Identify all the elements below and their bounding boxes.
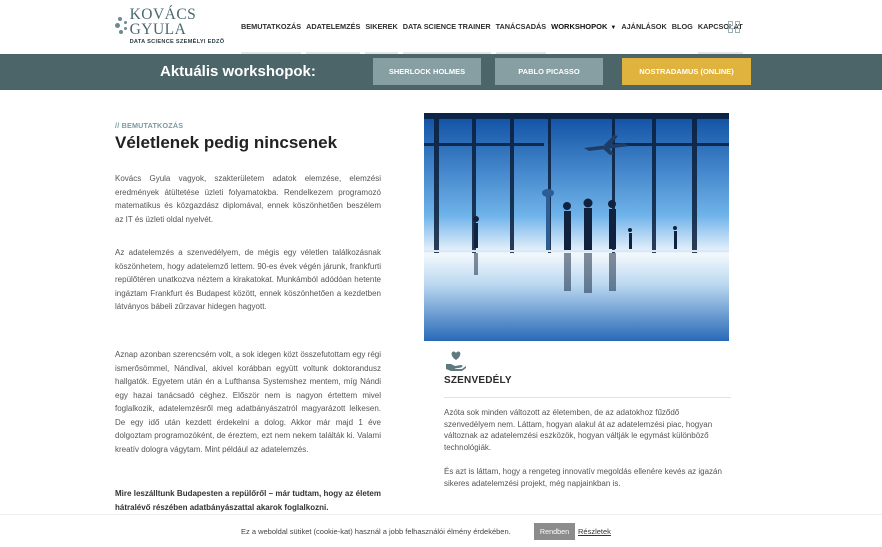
card-paragraph: És azt is láttam, hogy a rengeteg innovatív megoldás ellenére kevés az igazán sikeres adatelemzési projekt, még napjainkban is.	[444, 467, 722, 488]
nav-item-adatelemzes[interactable]: ADATELEMZÉS	[306, 22, 360, 54]
workshop-bar-title: Aktuális workshopok:	[160, 63, 316, 80]
nav-item-workshopok[interactable]: WORKSHOPOK ▼	[551, 22, 617, 31]
article-paragraph: Kovács Gyula vagyok, szakterületem adatok elemzése, elemzési eredmények átültetése üzleti folyamatokba. Rendelkezem programozó matematikus és közgazdász diplomával, ennek köszönhetően beszélem az IT és üzleti oldal nyelvét.	[115, 174, 381, 224]
nav-item-sikerek[interactable]: SIKEREK	[365, 22, 397, 54]
cookie-details-link[interactable]: Részletek	[578, 527, 611, 536]
nav-item-bemutatkozas[interactable]: BEMUTATKOZÁS	[241, 22, 301, 54]
section-kicker: // BEMUTATKOZÁS	[115, 121, 184, 130]
main-nav	[241, 22, 748, 54]
nav-item-ajanlasok[interactable]: AJÁNLÁSOK	[621, 22, 667, 31]
workshop-button-pablo-picasso[interactable]: PABLO PICASSO	[495, 58, 603, 85]
site-logo[interactable]	[115, 5, 230, 45]
nav-item-kapcsolat[interactable]: KAPCSOLAT	[698, 22, 743, 54]
logo-dots-icon	[115, 15, 128, 37]
logo-name: KOVÁCS GYULA	[129, 5, 197, 39]
article-paragraph: Az adatelemzés a szenvedélyem, de mégis egy véletlen találkozásnak köszönhetem, hogy adatelemző lettem. 90-es évek végén járunk, frankfurti repülőtéren unatkozva néztem a kirakatokat. Munkámból adódóan hetente ingáztam Frankfurt és Budapest között, ennek köszönhetően a kezdetben látványos bábeli zűrzavar hidegen hagyott.	[115, 248, 381, 311]
cookie-accept-button[interactable]: Rendben	[534, 523, 575, 540]
workshop-bar	[0, 54, 882, 90]
grid-icon[interactable]	[728, 21, 740, 33]
nav-item-tanacsadas[interactable]: TANÁCSADÁS	[496, 22, 547, 54]
card-title: SZENVEDÉLY	[444, 375, 512, 386]
workshop-button-nostradamus[interactable]: NOSTRADAMUS (ONLINE)	[622, 58, 751, 85]
caret-down-icon: ▼	[610, 25, 617, 31]
logo-subtitle: DATA SCIENCE SZEMÉLYI EDZŐ	[129, 38, 225, 45]
divider	[444, 397, 731, 398]
page-title: Véletlenek pedig nincsenek	[115, 133, 338, 152]
site-header	[0, 0, 882, 54]
airport-photo	[424, 113, 729, 341]
nav-item-blog[interactable]: BLOG	[671, 22, 693, 31]
card-paragraph: Azóta sok minden változott az életemben, de az adatokhoz fűződő szenvedélyem nem. Láttam, hogyan alakul át az adatelemzési piac, hogyan változnak az adatelemzési eszközök, hogyan váltják le egymást különböző technológiák.	[444, 408, 713, 452]
heart-hand-icon	[445, 350, 467, 372]
article-paragraph-bold: Mire leszálltunk Budapesten a repülőről – már tudtam, hogy az életem hátralévő részében adatbányászattal akarok foglalkozni.	[115, 489, 381, 512]
nav-item-data-science-trainer[interactable]: DATA SCIENCE TRAINER	[403, 22, 491, 54]
cookie-banner	[0, 514, 882, 547]
workshop-button-sherlock-holmes[interactable]: SHERLOCK HOLMES	[373, 58, 481, 85]
cookie-text: Ez a weboldal sütiket (cookie-kat) használ a jobb felhasználói élmény érdekében.	[241, 527, 511, 536]
article-paragraph: Aznap azonban szerencsém volt, a sok idegen közt összefutottam egy régi ismerősömmel, Nándival, akivel korábban együtt voltunk doktorandusz hallgatók. Egyetem után én a Lufthansa Systemshez mentem, míg Nándi egy hazai tanácsadó céghez. Először nem is nagyon értettem mivel foglalkozik, adatelemzésről meg adatbányászatról magyarázott lelkesen. De egy idő után kezdett érdekelni a dolog. Akkor már majd 1 éve dolgoztam programozóként, de éreztem, ezt nem nekem találták ki. Valami kreatív dologra vágytam. Mint például az adatelemzés.	[115, 350, 381, 454]
